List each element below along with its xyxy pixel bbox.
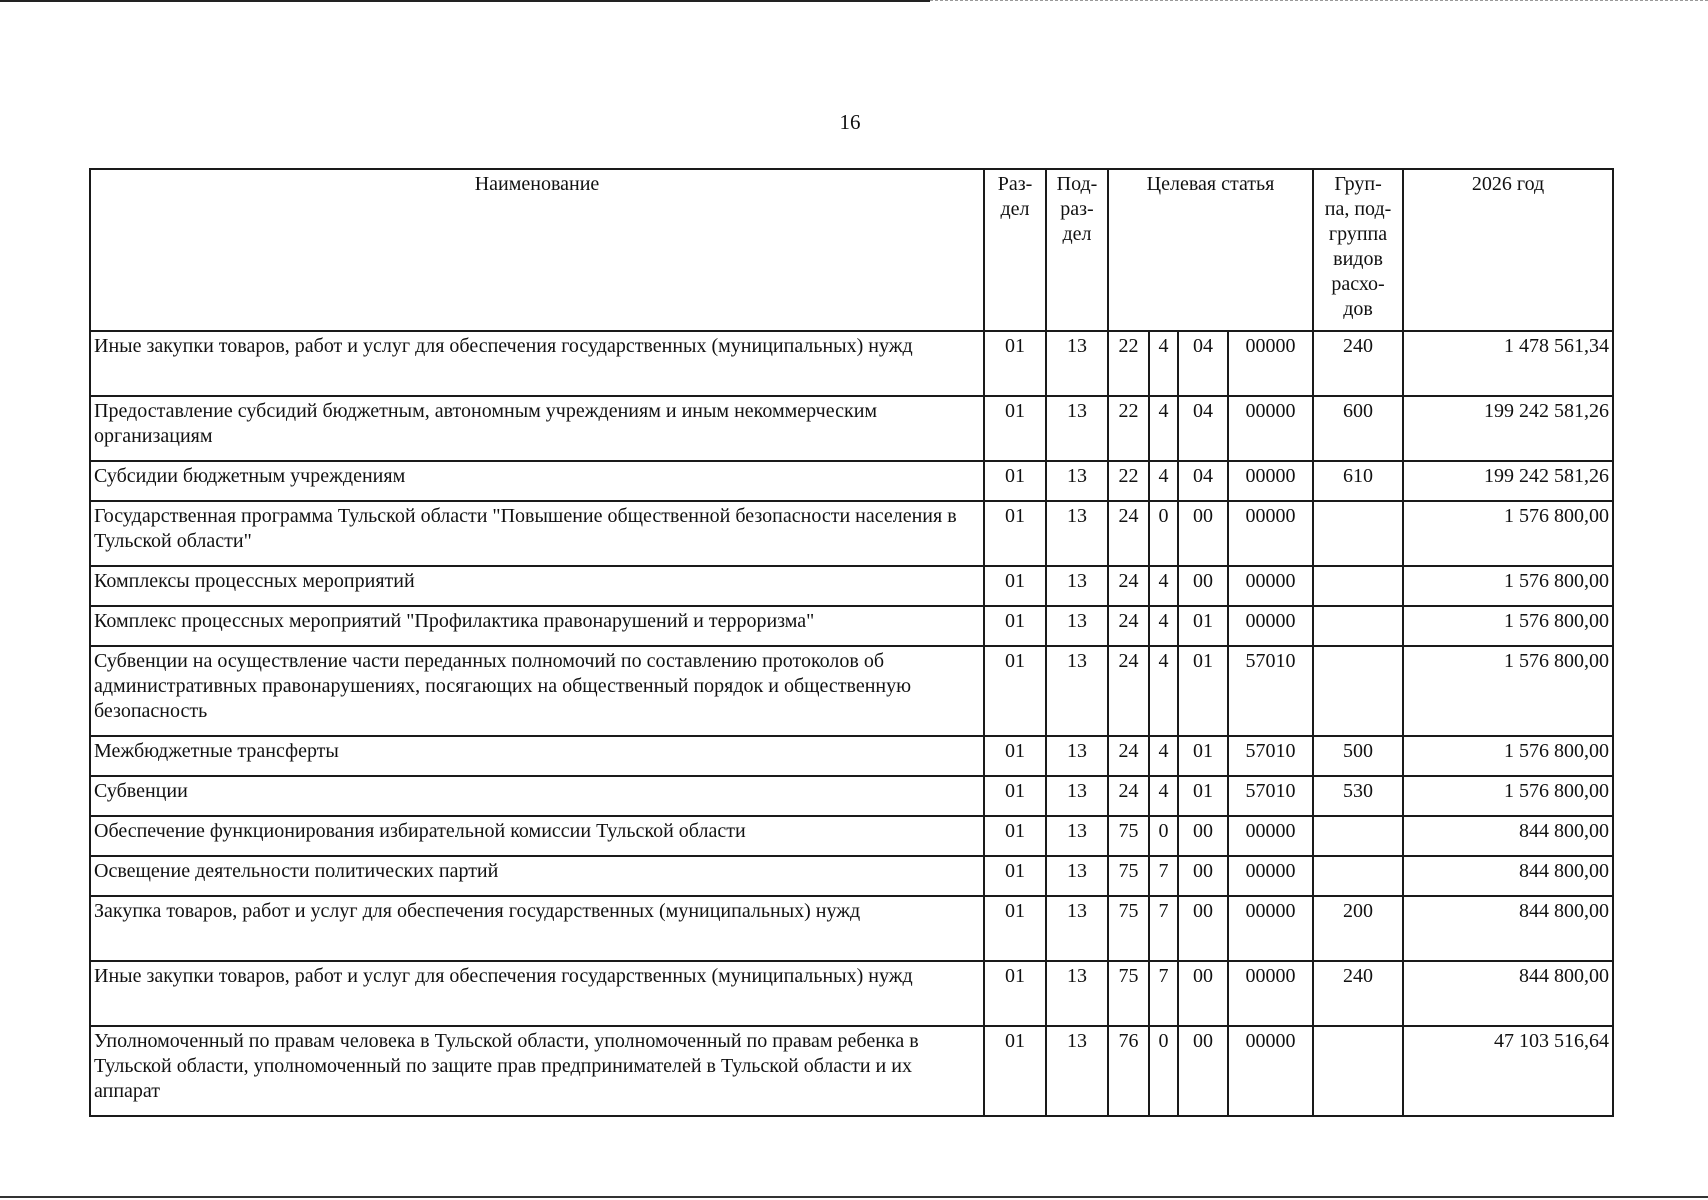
cell-section: 01	[984, 606, 1046, 646]
cell-section: 01	[984, 1026, 1046, 1116]
cell-section: 01	[984, 566, 1046, 606]
cell-target-type: 4	[1149, 396, 1178, 461]
table-row	[90, 896, 1613, 961]
cell-amount: 199 242 581,26	[1403, 396, 1613, 461]
cell-target-code: 00000	[1228, 896, 1313, 961]
cell-target-direction: 01	[1178, 776, 1228, 816]
cell-subsection: 13	[1046, 461, 1108, 501]
cell-expense-group	[1313, 856, 1403, 896]
cell-target-program: 24	[1108, 646, 1149, 736]
cell-amount: 844 800,00	[1403, 816, 1613, 856]
cell-name: Субвенции на осуществление части переданных полномочий по составлению протоколов об административных правонарушениях, посягающих на общественный порядок и общественную безопасность	[90, 646, 984, 736]
cell-section: 01	[984, 331, 1046, 396]
cell-name: Комплексы процессных мероприятий	[90, 566, 984, 606]
cell-expense-group: 530	[1313, 776, 1403, 816]
cell-subsection: 13	[1046, 646, 1108, 736]
cell-target-type: 7	[1149, 961, 1178, 1026]
table-row	[90, 856, 1613, 896]
cell-amount: 1 478 561,34	[1403, 331, 1613, 396]
cell-target-type: 4	[1149, 566, 1178, 606]
cell-target-program: 75	[1108, 896, 1149, 961]
table-row	[90, 461, 1613, 501]
cell-name: Предоставление субсидий бюджетным, автономным учреждениям и иным некоммерческим организациям	[90, 396, 984, 461]
cell-target-program: 24	[1108, 776, 1149, 816]
scan-top-edge-dotted	[930, 0, 1708, 1]
cell-amount: 844 800,00	[1403, 961, 1613, 1026]
cell-target-direction: 01	[1178, 646, 1228, 736]
cell-section: 01	[984, 856, 1046, 896]
cell-target-code: 57010	[1228, 646, 1313, 736]
header-year-2026: 2026 год	[1403, 169, 1613, 331]
cell-target-direction: 04	[1178, 461, 1228, 501]
cell-amount: 47 103 516,64	[1403, 1026, 1613, 1116]
cell-target-type: 7	[1149, 856, 1178, 896]
budget-table	[89, 168, 1614, 1117]
cell-section: 01	[984, 776, 1046, 816]
header-name: Наименование	[90, 169, 984, 331]
cell-amount: 844 800,00	[1403, 896, 1613, 961]
cell-target-direction: 00	[1178, 1026, 1228, 1116]
scan-top-edge	[0, 0, 930, 2]
cell-expense-group	[1313, 501, 1403, 566]
cell-target-direction: 00	[1178, 501, 1228, 566]
cell-target-direction: 01	[1178, 736, 1228, 776]
cell-target-code: 00000	[1228, 566, 1313, 606]
cell-target-type: 7	[1149, 896, 1178, 961]
cell-target-type: 4	[1149, 776, 1178, 816]
cell-target-code: 00000	[1228, 1026, 1313, 1116]
cell-target-type: 4	[1149, 606, 1178, 646]
cell-target-code: 00000	[1228, 961, 1313, 1026]
cell-amount: 1 576 800,00	[1403, 646, 1613, 736]
table-header-row	[90, 169, 1613, 331]
cell-target-type: 0	[1149, 1026, 1178, 1116]
cell-name: Субвенции	[90, 776, 984, 816]
cell-amount: 1 576 800,00	[1403, 736, 1613, 776]
cell-name: Иные закупки товаров, работ и услуг для обеспечения государственных (муниципальных) нужд	[90, 331, 984, 396]
cell-target-program: 75	[1108, 856, 1149, 896]
cell-expense-group: 240	[1313, 961, 1403, 1026]
cell-target-type: 4	[1149, 331, 1178, 396]
cell-section: 01	[984, 646, 1046, 736]
table-row	[90, 776, 1613, 816]
cell-section: 01	[984, 501, 1046, 566]
cell-target-type: 4	[1149, 646, 1178, 736]
cell-target-code: 57010	[1228, 736, 1313, 776]
cell-target-code: 00000	[1228, 606, 1313, 646]
cell-target-code: 00000	[1228, 461, 1313, 501]
cell-target-type: 0	[1149, 501, 1178, 566]
cell-target-program: 76	[1108, 1026, 1149, 1116]
cell-target-code: 00000	[1228, 816, 1313, 856]
cell-section: 01	[984, 961, 1046, 1026]
cell-target-program: 24	[1108, 501, 1149, 566]
cell-subsection: 13	[1046, 501, 1108, 566]
cell-subsection: 13	[1046, 331, 1108, 396]
table-row	[90, 646, 1613, 736]
table-row	[90, 606, 1613, 646]
cell-name: Уполномоченный по правам человека в Тульской области, уполномоченный по правам ребенка в Тульской области, уполномоченный по защите прав предпринимателей в Тульской области и их аппарат	[90, 1026, 984, 1116]
header-target-article: Целевая статья	[1108, 169, 1313, 331]
cell-subsection: 13	[1046, 566, 1108, 606]
cell-target-direction: 00	[1178, 961, 1228, 1026]
cell-target-direction: 00	[1178, 816, 1228, 856]
cell-section: 01	[984, 396, 1046, 461]
cell-subsection: 13	[1046, 736, 1108, 776]
cell-subsection: 13	[1046, 1026, 1108, 1116]
table-row	[90, 396, 1613, 461]
cell-target-code: 00000	[1228, 501, 1313, 566]
table-row	[90, 736, 1613, 776]
cell-target-program: 24	[1108, 736, 1149, 776]
cell-target-type: 4	[1149, 461, 1178, 501]
cell-expense-group: 240	[1313, 331, 1403, 396]
cell-expense-group: 500	[1313, 736, 1403, 776]
table-body	[90, 331, 1613, 1116]
cell-target-program: 24	[1108, 606, 1149, 646]
header-section: Раз- дел	[984, 169, 1046, 331]
scan-bottom-edge	[0, 1196, 1708, 1198]
cell-target-direction: 00	[1178, 856, 1228, 896]
cell-target-code: 00000	[1228, 396, 1313, 461]
cell-expense-group	[1313, 606, 1403, 646]
cell-name: Межбюджетные трансферты	[90, 736, 984, 776]
cell-target-program: 75	[1108, 961, 1149, 1026]
cell-target-program: 22	[1108, 331, 1149, 396]
cell-section: 01	[984, 736, 1046, 776]
page-number: 16	[839, 110, 861, 134]
cell-target-program: 24	[1108, 566, 1149, 606]
cell-name: Субсидии бюджетным учреждениям	[90, 461, 984, 501]
cell-target-direction: 04	[1178, 331, 1228, 396]
cell-subsection: 13	[1046, 396, 1108, 461]
cell-subsection: 13	[1046, 856, 1108, 896]
cell-amount: 199 242 581,26	[1403, 461, 1613, 501]
cell-target-direction: 00	[1178, 566, 1228, 606]
cell-subsection: 13	[1046, 606, 1108, 646]
cell-expense-group	[1313, 816, 1403, 856]
cell-amount: 1 576 800,00	[1403, 606, 1613, 646]
table-row	[90, 566, 1613, 606]
table-row	[90, 961, 1613, 1026]
table-row	[90, 331, 1613, 396]
cell-expense-group: 610	[1313, 461, 1403, 501]
header-expense-group: Груп- па, под- группа видов расхо- дов	[1313, 169, 1403, 331]
cell-subsection: 13	[1046, 961, 1108, 1026]
cell-subsection: 13	[1046, 816, 1108, 856]
cell-name: Закупка товаров, работ и услуг для обеспечения государственных (муниципальных) нужд	[90, 896, 984, 961]
cell-section: 01	[984, 816, 1046, 856]
cell-expense-group	[1313, 566, 1403, 606]
cell-expense-group	[1313, 646, 1403, 736]
cell-name: Комплекс процессных мероприятий "Профилактика правонарушений и терроризма"	[90, 606, 984, 646]
cell-target-type: 4	[1149, 736, 1178, 776]
cell-target-direction: 00	[1178, 896, 1228, 961]
cell-amount: 1 576 800,00	[1403, 776, 1613, 816]
cell-target-code: 00000	[1228, 331, 1313, 396]
cell-target-direction: 01	[1178, 606, 1228, 646]
cell-name: Обеспечение функционирования избирательной комиссии Тульской области	[90, 816, 984, 856]
cell-target-direction: 04	[1178, 396, 1228, 461]
cell-target-code: 00000	[1228, 856, 1313, 896]
cell-section: 01	[984, 461, 1046, 501]
table-row	[90, 1026, 1613, 1116]
cell-subsection: 13	[1046, 896, 1108, 961]
header-subsection: Под- раз- дел	[1046, 169, 1108, 331]
cell-target-program: 75	[1108, 816, 1149, 856]
cell-section: 01	[984, 896, 1046, 961]
table-row	[90, 816, 1613, 856]
cell-name: Государственная программа Тульской области "Повышение общественной безопасности населения в Тульской области"	[90, 501, 984, 566]
cell-amount: 1 576 800,00	[1403, 501, 1613, 566]
cell-expense-group: 600	[1313, 396, 1403, 461]
cell-expense-group: 200	[1313, 896, 1403, 961]
cell-target-program: 22	[1108, 461, 1149, 501]
cell-target-type: 0	[1149, 816, 1178, 856]
cell-target-code: 57010	[1228, 776, 1313, 816]
cell-name: Освещение деятельности политических партий	[90, 856, 984, 896]
cell-expense-group	[1313, 1026, 1403, 1116]
cell-amount: 1 576 800,00	[1403, 566, 1613, 606]
cell-subsection: 13	[1046, 776, 1108, 816]
table-row	[90, 501, 1613, 566]
cell-name: Иные закупки товаров, работ и услуг для обеспечения государственных (муниципальных) нужд	[90, 961, 984, 1026]
cell-amount: 844 800,00	[1403, 856, 1613, 896]
cell-target-program: 22	[1108, 396, 1149, 461]
